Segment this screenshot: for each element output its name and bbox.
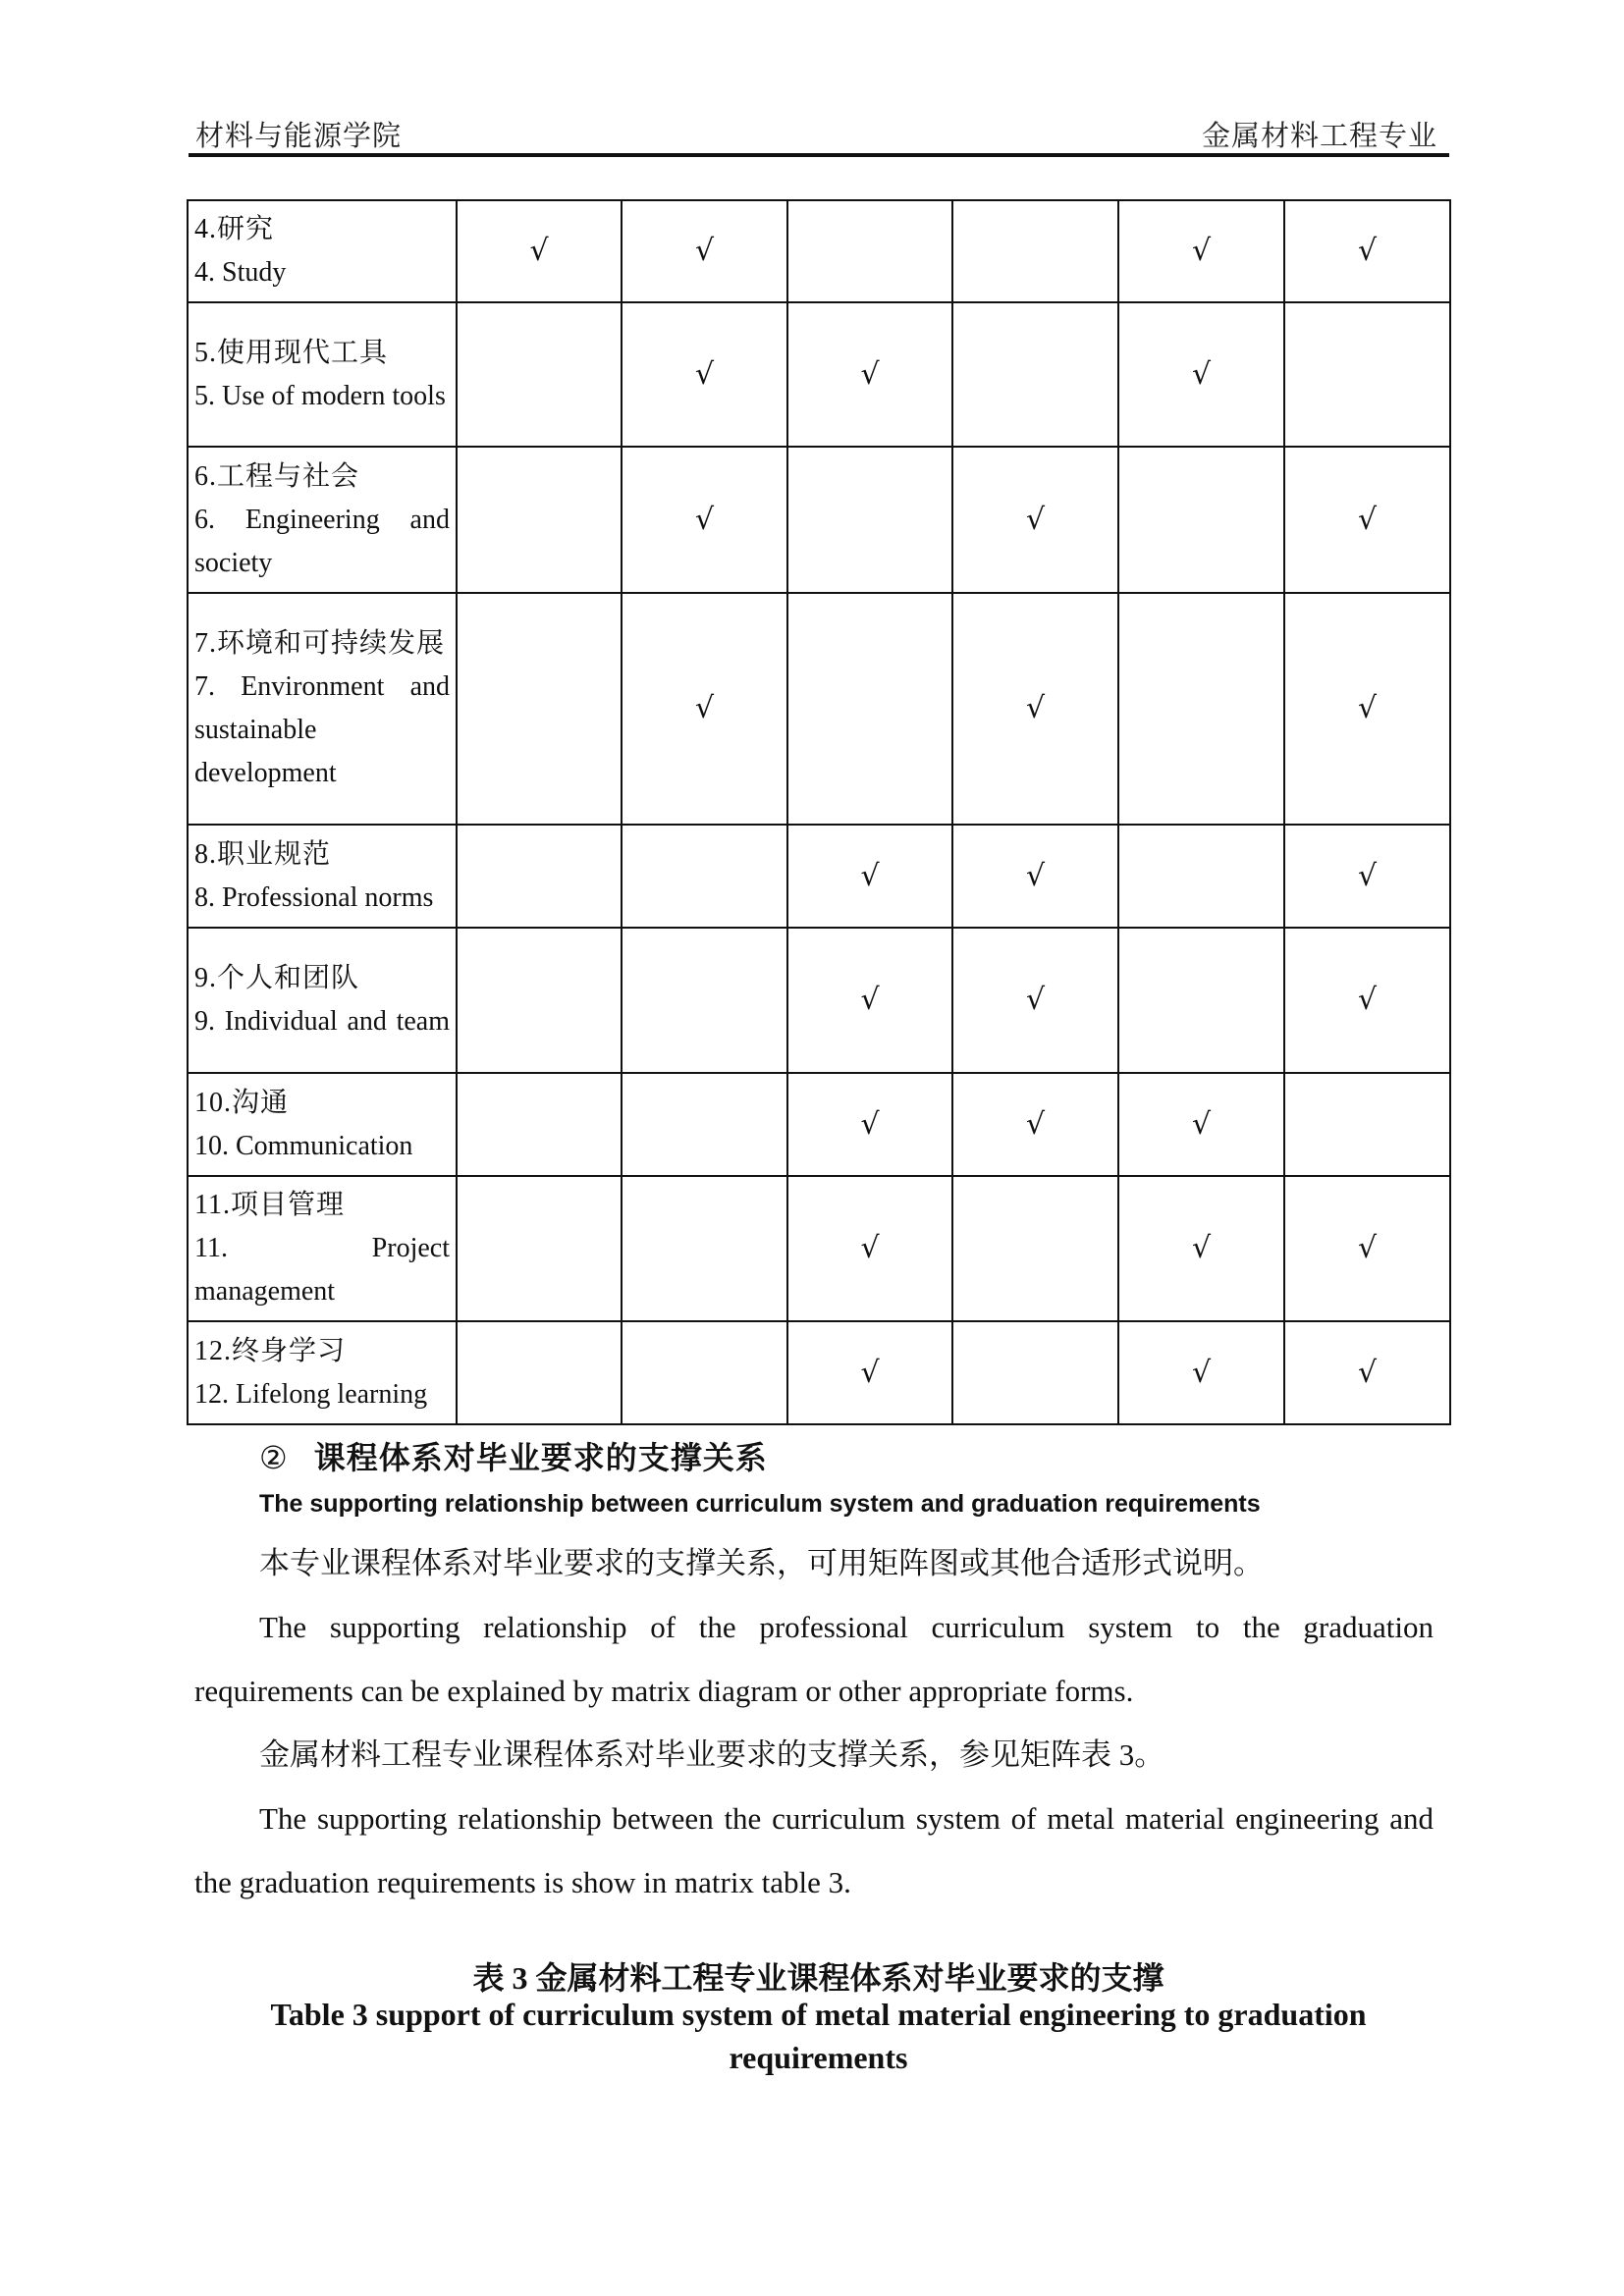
matrix-cell [1284,1176,1450,1321]
matrix-cell [1118,825,1284,928]
check-mark-icon: √ [1357,1355,1378,1390]
matrix-cell [457,1176,622,1321]
header-college-name: 材料与能源学院 [195,121,403,152]
matrix-cell [1118,1321,1284,1424]
paragraph-4-text: The supporting relationship between the curriculum system of metal material engineering and the graduation requirements is show in matrix table 3. [194,1801,1434,1899]
matrix-cell [622,1321,787,1424]
requirement-label-cell [188,1176,457,1321]
matrix-cell [952,1176,1118,1321]
header-major-name: 金属材料工程专业 [1201,121,1437,152]
check-mark-icon: √ [1357,1231,1378,1265]
check-mark-icon: √ [1191,1355,1212,1390]
matrix-cell [787,302,952,447]
section-number: ② [259,1439,289,1476]
matrix-row [188,825,1450,928]
matrix-row [188,1073,1450,1176]
requirement-label-cell [188,928,457,1073]
check-mark-icon: √ [1025,858,1046,893]
matrix-cell [787,1073,952,1176]
requirement-label-en: 7. Environment and sustainable development [194,671,450,788]
requirement-label-cn: 6.工程与社会 [194,460,360,492]
paragraph-2-text: The supporting relationship of the professional curriculum system to the graduation requirements can be explained by matrix diagram or other appropriate forms. [194,1610,1434,1708]
requirement-label-cn: 12.终身学习 [194,1335,347,1366]
matrix-cell [457,1321,622,1424]
check-mark-icon: √ [1025,1106,1046,1142]
check-mark-icon: √ [860,1106,880,1142]
matrix-cell [787,200,952,302]
matrix-cell [952,1073,1118,1176]
requirement-label-cn: 9.个人和团队 [194,963,360,993]
matrix-cell [457,593,622,825]
matrix-cell [457,200,622,302]
matrix-cell [1284,593,1450,825]
check-mark-icon: √ [1357,502,1378,537]
matrix-cell [1284,928,1450,1073]
check-mark-icon: √ [694,234,715,268]
matrix-cell [952,200,1118,302]
matrix-cell [457,825,622,928]
check-mark-icon: √ [860,858,880,893]
matrix-cell [622,1176,787,1321]
matrix-cell [952,302,1118,447]
check-mark-icon: √ [860,983,880,1017]
check-mark-icon: √ [1191,234,1212,268]
matrix-cell [1284,302,1450,447]
requirement-label-en: 5. Use of modern tools [194,380,446,411]
requirement-label-en: 12. Lifelong learning [194,1378,428,1410]
requirement-label-cell [188,302,457,447]
check-mark-icon: √ [694,691,715,725]
matrix-cell [622,302,787,447]
matrix-cell [1118,593,1284,825]
requirements-matrix-table [187,199,1451,1425]
requirement-label-cn: 10.沟通 [194,1087,290,1118]
requirement-label-cn: 7.环境和可持续发展 [194,628,446,659]
matrix-cell [1118,1073,1284,1176]
requirement-label-en: 11. Project management [194,1233,450,1307]
matrix-cell [787,1321,952,1424]
matrix-cell [1284,1321,1450,1424]
matrix-cell [1284,1073,1450,1176]
matrix-cell [952,593,1118,825]
matrix-cell [622,928,787,1073]
header-rule [189,153,1449,157]
matrix-cell [952,1321,1118,1424]
check-mark-icon: √ [1191,356,1212,392]
paragraph-1 [194,1531,1434,1595]
check-mark-icon: √ [529,234,549,268]
matrix-cell [952,928,1118,1073]
matrix-cell [1118,928,1284,1073]
check-mark-icon: √ [1191,1231,1212,1265]
matrix-cell [622,1073,787,1176]
matrix-cell [787,825,952,928]
table-caption-cn: 表 3 金属材料工程专业课程体系对毕业要求的支撑 [472,1960,1164,1996]
matrix-row [188,928,1450,1073]
paragraph-2 [194,1595,1434,1723]
requirement-label-en: 10. Communication [194,1130,413,1161]
matrix-cell [1118,200,1284,302]
check-mark-icon: √ [1357,983,1378,1017]
matrix-cell [787,593,952,825]
requirement-label-en: 6. Engineering and society [194,504,450,578]
matrix-cell [622,825,787,928]
matrix-cell [457,302,622,447]
matrix-cell [787,447,952,593]
requirement-label-cn: 11.项目管理 [194,1190,345,1220]
check-mark-icon: √ [1025,502,1046,537]
requirement-label-en: 8. Professional norms [194,881,434,913]
requirement-label-cell [188,447,457,593]
paragraph-4 [194,1787,1434,1914]
matrix-cell [457,928,622,1073]
requirement-label-en: 4. Study [194,257,287,288]
requirement-label-cell [188,200,457,302]
check-mark-icon: √ [694,502,715,537]
matrix-cell [622,593,787,825]
matrix-cell [622,200,787,302]
matrix-cell [1284,200,1450,302]
paragraph-3 [194,1723,1434,1787]
requirement-label-cn: 4.研究 [194,214,275,244]
requirement-label-en: 9. Individual and team [194,1006,450,1037]
check-mark-icon: √ [1357,234,1378,268]
matrix-cell [1284,825,1450,928]
check-mark-icon: √ [694,356,715,392]
matrix-row [188,1321,1450,1424]
requirement-label-cell [188,825,457,928]
matrix-cell [622,447,787,593]
check-mark-icon: √ [1357,691,1378,725]
matrix-cell [457,447,622,593]
check-mark-icon: √ [860,356,880,392]
matrix-row [188,1176,1450,1321]
requirement-label-cell [188,1321,457,1424]
table-caption-en: Table 3 support of curriculum system of metal material engineering to graduation requirements [270,1997,1367,2075]
matrix-row [188,447,1450,593]
check-mark-icon: √ [1357,858,1378,893]
paragraph-3-text: 金属材料工程专业课程体系对毕业要求的支撑关系，参见矩阵表 3。 [259,1737,1165,1772]
section-title [259,1433,768,1478]
requirement-label-cn: 8.职业规范 [194,838,332,870]
matrix-cell [1118,1176,1284,1321]
check-mark-icon: √ [860,1231,880,1265]
matrix-row [188,593,1450,825]
requirement-label-cn: 5.使用现代工具 [194,337,389,368]
matrix-cell [457,1073,622,1176]
requirement-label-cell [188,593,457,825]
matrix-cell [952,447,1118,593]
matrix-cell [1284,447,1450,593]
matrix-row [188,200,1450,302]
matrix-cell [1118,447,1284,593]
matrix-cell [1118,302,1284,447]
check-mark-icon: √ [1025,691,1046,725]
matrix-cell [952,825,1118,928]
section-title-en: The supporting relationship between curriculum system and graduation requirements [259,1490,1261,1518]
matrix-row [188,302,1450,447]
paragraph-1-text: 本专业课程体系对毕业要求的支撑关系，可用矩阵图或其他合适形式说明。 [259,1546,1264,1580]
section-title-cn: 课程体系对毕业要求的支撑关系 [313,1439,768,1476]
check-mark-icon: √ [1191,1106,1212,1142]
check-mark-icon: √ [1025,983,1046,1017]
check-mark-icon: √ [860,1355,880,1390]
matrix-cell [787,1176,952,1321]
matrix-cell [787,928,952,1073]
requirement-label-cell [188,1073,457,1176]
